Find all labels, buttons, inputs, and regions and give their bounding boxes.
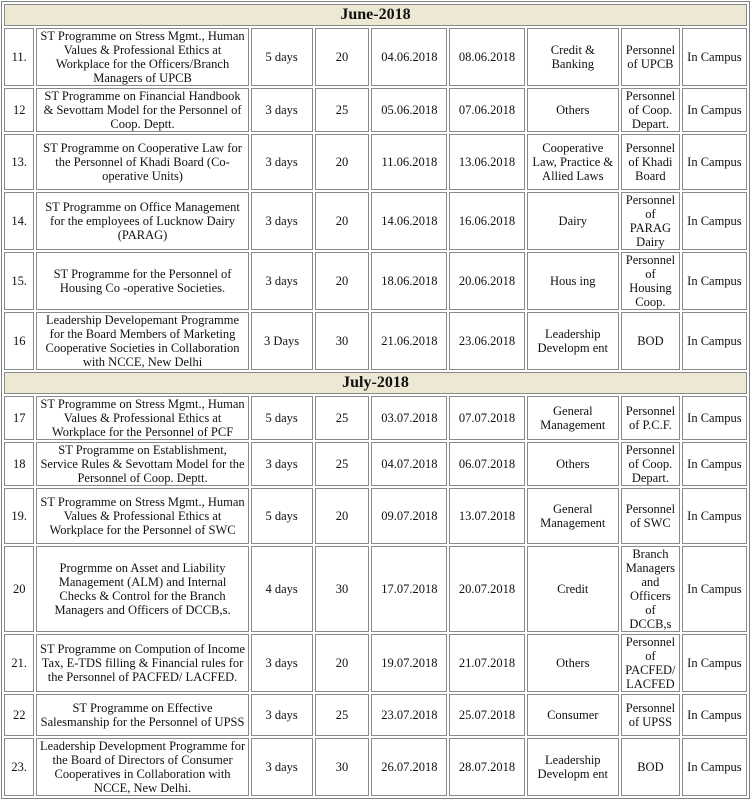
end-date-cell: 13.06.2018: [449, 134, 524, 190]
participants-count-cell: 20: [315, 252, 370, 310]
venue-cell: In Campus: [682, 694, 747, 736]
month-heading: July-2018: [4, 372, 747, 394]
venue-cell: In Campus: [682, 192, 747, 250]
start-date-cell: 03.07.2018: [371, 396, 447, 440]
target-group-cell: Personnel of SWC: [621, 488, 680, 544]
start-date-cell: 17.07.2018: [371, 546, 447, 632]
category-cell: Cooperative Law, Practice & Allied Laws: [527, 134, 619, 190]
category-cell: General Management: [527, 396, 619, 440]
end-date-cell: 21.07.2018: [449, 634, 524, 692]
programme-title-cell: ST Programme on Establishment, Service Rules & Sevottam Model for the Personnel of Coop. Deptt.: [36, 442, 248, 486]
start-date-cell: 04.07.2018: [371, 442, 447, 486]
target-group-cell: Branch Managers and Officers of DCCB,s: [621, 546, 680, 632]
start-date-cell: 26.07.2018: [371, 738, 447, 796]
end-date-cell: 20.07.2018: [449, 546, 524, 632]
category-cell: Others: [527, 442, 619, 486]
start-date-cell: 05.06.2018: [371, 88, 447, 132]
table-row: [4, 546, 747, 632]
target-group-cell: Personnel of UPCB: [621, 28, 680, 86]
programme-title-cell: ST Programme on Stress Mgmt., Human Values & Professional Ethics at Workplace for the Personnel of SWC: [36, 488, 248, 544]
target-group-cell: Personnel of Coop. Depart.: [621, 442, 680, 486]
month-heading: June-2018: [4, 4, 747, 26]
participants-count-cell: 25: [315, 694, 370, 736]
participants-count-cell: 20: [315, 634, 370, 692]
duration-cell: 5 days: [251, 396, 313, 440]
venue-cell: In Campus: [682, 634, 747, 692]
schedule-body: [4, 4, 747, 796]
programme-title-cell: ST Programme on Cooperative Law for the Personnel of Khadi Board (Co-operative Units): [36, 134, 248, 190]
serial-number-cell: 13.: [4, 134, 34, 190]
category-cell: Credit: [527, 546, 619, 632]
venue-cell: In Campus: [682, 312, 747, 370]
month-header-row: [4, 4, 747, 26]
table-row: [4, 634, 747, 692]
programme-title-cell: ST Programme for the Personnel of Housing Co -operative Societies.: [36, 252, 248, 310]
programme-title-cell: Leadership Developemant Programme for the Board Members of Marketing Cooperative Societies in Collaboration with NCCE, New Delhi: [36, 312, 248, 370]
category-cell: Credit & Banking: [527, 28, 619, 86]
start-date-cell: 21.06.2018: [371, 312, 447, 370]
participants-count-cell: 25: [315, 442, 370, 486]
participants-count-cell: 30: [315, 312, 370, 370]
duration-cell: 3 days: [251, 634, 313, 692]
start-date-cell: 23.07.2018: [371, 694, 447, 736]
venue-cell: In Campus: [682, 88, 747, 132]
venue-cell: In Campus: [682, 488, 747, 544]
participants-count-cell: 30: [315, 546, 370, 632]
start-date-cell: 14.06.2018: [371, 192, 447, 250]
table-row: [4, 442, 747, 486]
participants-count-cell: 20: [315, 488, 370, 544]
category-cell: Hous ing: [527, 252, 619, 310]
target-group-cell: Personnel of UPSS: [621, 694, 680, 736]
table-row: [4, 192, 747, 250]
end-date-cell: 13.07.2018: [449, 488, 524, 544]
category-cell: Others: [527, 634, 619, 692]
table-row: [4, 312, 747, 370]
participants-count-cell: 25: [315, 88, 370, 132]
venue-cell: In Campus: [682, 396, 747, 440]
category-cell: Leadership Developm ent: [527, 738, 619, 796]
venue-cell: In Campus: [682, 738, 747, 796]
serial-number-cell: 19.: [4, 488, 34, 544]
target-group-cell: Personnel of P.C.F.: [621, 396, 680, 440]
programme-title-cell: ST Programme on Stress Mgmt., Human Values & Professional Ethics at Workplace for the Personnel of PCF: [36, 396, 248, 440]
duration-cell: 3 days: [251, 134, 313, 190]
participants-count-cell: 25: [315, 396, 370, 440]
duration-cell: 3 Days: [251, 312, 313, 370]
serial-number-cell: 11.: [4, 28, 34, 86]
programme-title-cell: ST Programme on Effective Salesmanship for the Personnel of UPSS: [36, 694, 248, 736]
table-row: [4, 28, 747, 86]
target-group-cell: BOD: [621, 312, 680, 370]
participants-count-cell: 20: [315, 28, 370, 86]
month-header-row: [4, 372, 747, 394]
table-row: [4, 396, 747, 440]
end-date-cell: 08.06.2018: [449, 28, 524, 86]
training-schedule-table: [1, 1, 750, 799]
target-group-cell: Personnel of Coop. Depart.: [621, 88, 680, 132]
end-date-cell: 07.07.2018: [449, 396, 524, 440]
serial-number-cell: 17: [4, 396, 34, 440]
duration-cell: 3 days: [251, 694, 313, 736]
programme-title-cell: ST Programme on Stress Mgmt., Human Values & Professional Ethics at Workplace for the Officers/Branch Managers of UPCB: [36, 28, 248, 86]
duration-cell: 3 days: [251, 738, 313, 796]
end-date-cell: 28.07.2018: [449, 738, 524, 796]
category-cell: Others: [527, 88, 619, 132]
start-date-cell: 04.06.2018: [371, 28, 447, 86]
programme-title-cell: Leadership Development Programme for the Board of Directors of Consumer Cooperatives in Collaboration with NCCE, New Delhi.: [36, 738, 248, 796]
end-date-cell: 07.06.2018: [449, 88, 524, 132]
start-date-cell: 11.06.2018: [371, 134, 447, 190]
venue-cell: In Campus: [682, 442, 747, 486]
category-cell: Leadership Developm ent: [527, 312, 619, 370]
table-row: [4, 134, 747, 190]
table-row: [4, 88, 747, 132]
category-cell: Consumer: [527, 694, 619, 736]
target-group-cell: Personnel of Housing Coop.: [621, 252, 680, 310]
venue-cell: In Campus: [682, 252, 747, 310]
duration-cell: 3 days: [251, 442, 313, 486]
participants-count-cell: 20: [315, 192, 370, 250]
serial-number-cell: 21.: [4, 634, 34, 692]
end-date-cell: 20.06.2018: [449, 252, 524, 310]
table-row: [4, 738, 747, 796]
venue-cell: In Campus: [682, 134, 747, 190]
serial-number-cell: 18: [4, 442, 34, 486]
duration-cell: 5 days: [251, 28, 313, 86]
end-date-cell: 23.06.2018: [449, 312, 524, 370]
target-group-cell: Personnel of Khadi Board: [621, 134, 680, 190]
duration-cell: 3 days: [251, 88, 313, 132]
venue-cell: In Campus: [682, 28, 747, 86]
start-date-cell: 18.06.2018: [371, 252, 447, 310]
duration-cell: 3 days: [251, 192, 313, 250]
serial-number-cell: 23.: [4, 738, 34, 796]
table-row: [4, 252, 747, 310]
category-cell: General Management: [527, 488, 619, 544]
category-cell: Dairy: [527, 192, 619, 250]
target-group-cell: Personnel of PARAG Dairy: [621, 192, 680, 250]
programme-title-cell: Progrmme on Asset and Liability Management (ALM) and Internal Checks & Control for the Branch Managers and Officers of DCCB,s.: [36, 546, 248, 632]
end-date-cell: 25.07.2018: [449, 694, 524, 736]
table-row: [4, 694, 747, 736]
serial-number-cell: 14.: [4, 192, 34, 250]
end-date-cell: 06.07.2018: [449, 442, 524, 486]
start-date-cell: 09.07.2018: [371, 488, 447, 544]
serial-number-cell: 12: [4, 88, 34, 132]
duration-cell: 5 days: [251, 488, 313, 544]
serial-number-cell: 20: [4, 546, 34, 632]
programme-title-cell: ST Programme on Office Management for the employees of Lucknow Dairy (PARAG): [36, 192, 248, 250]
serial-number-cell: 15.: [4, 252, 34, 310]
table-row: [4, 488, 747, 544]
target-group-cell: Personnel of PACFED/ LACFED: [621, 634, 680, 692]
programme-title-cell: ST Programme on Compution of Income Tax, E-TDS filling & Financial rules for the Personnel of PACFED/ LACFED.: [36, 634, 248, 692]
participants-count-cell: 20: [315, 134, 370, 190]
serial-number-cell: 16: [4, 312, 34, 370]
start-date-cell: 19.07.2018: [371, 634, 447, 692]
duration-cell: 4 days: [251, 546, 313, 632]
serial-number-cell: 22: [4, 694, 34, 736]
venue-cell: In Campus: [682, 546, 747, 632]
participants-count-cell: 30: [315, 738, 370, 796]
target-group-cell: BOD: [621, 738, 680, 796]
end-date-cell: 16.06.2018: [449, 192, 524, 250]
programme-title-cell: ST Programme on Financial Handbook & Sevottam Model for the Personnel of Coop. Deptt.: [36, 88, 248, 132]
duration-cell: 3 days: [251, 252, 313, 310]
